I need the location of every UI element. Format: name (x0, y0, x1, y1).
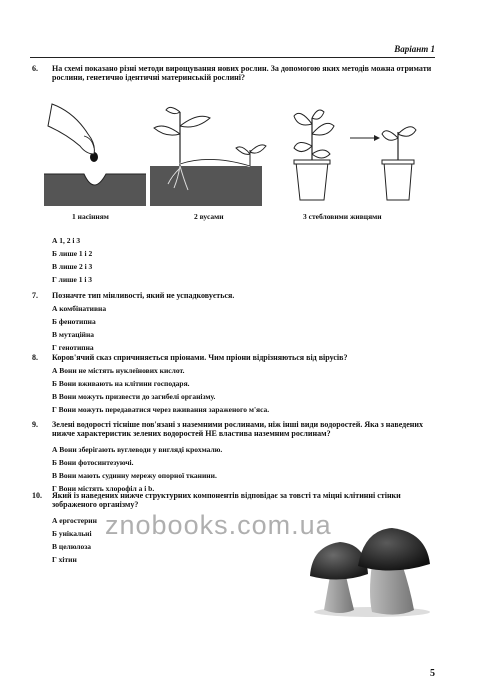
q6-option-c[interactable]: В лише 2 і 3 (52, 262, 93, 271)
q7-option-a[interactable]: А комбінативна (52, 304, 107, 313)
q8-option-b[interactable]: Б Вони вживають на клітини господаря. (52, 379, 190, 388)
q9-option-c[interactable]: В Вони мають судинну мережу опорної тканини. (52, 471, 217, 480)
q6-option-d[interactable]: Г лише 1 і 3 (52, 275, 93, 284)
watermark: znobooks.com.ua (105, 510, 332, 540)
header-rule (30, 57, 435, 58)
question-number: 10. (32, 491, 42, 500)
q10-option-b[interactable]: Б унікальні (52, 529, 92, 538)
mushroom-image (306, 528, 436, 618)
q10-option-c[interactable]: В целюлоза (52, 542, 92, 551)
q6-option-b[interactable]: Б лише 1 і 2 (52, 249, 93, 258)
caption-runners: 2 вусами (194, 212, 224, 221)
question-number: 6. (32, 64, 38, 73)
variant-label: Варіант 1 (394, 44, 435, 54)
question-8 (32, 353, 440, 362)
caption-seeds: 1 насінням (72, 212, 109, 221)
q8-option-a[interactable]: А Вони не містять нуклеїнових кислот. (52, 366, 185, 375)
question-7 (32, 291, 440, 300)
question-10 (32, 491, 440, 509)
question-text: Який із наведених нижче структурних компонентів відповідає за товсті та міцні клітинні стінки зображеного організму? (52, 491, 401, 510)
seed-sowing-illustration (44, 104, 154, 214)
question-number: 9. (32, 420, 38, 429)
q7-option-c[interactable]: В мутаційна (52, 330, 95, 339)
q6-option-a[interactable]: А 1, 2 і 3 (52, 236, 81, 245)
question-number: 7. (32, 291, 38, 300)
runners-illustration (150, 104, 270, 214)
q9-option-b[interactable]: Б Вони фотосинтезуючі. (52, 458, 134, 467)
question-text: Коров'ячий сказ спричиняється пріонами. Чим пріони відрізняються від вірусів? (52, 353, 348, 362)
question-text: Зелені водорості тісніше пов'язані з наземними рослинами, ніж інші види водоростей. Яка з наведених нижче характеристик зелених водоростей НЕ властива наземним рослинам? (52, 420, 423, 439)
question-text: Позначте тип мінливості, який не успадковується. (52, 291, 235, 300)
page-number: 5 (430, 668, 435, 679)
q8-option-c[interactable]: В Вони можуть призвести до загибелі організму. (52, 392, 216, 401)
q10-option-d[interactable]: Г хітин (52, 555, 77, 564)
q10-option-a[interactable]: А ергостерин (52, 516, 97, 525)
question-text: На схемі показано різні методи вирощування нових рослин. За допомогою яких методів можна отримати рослини, генетично ідентичні материнській рослині? (52, 64, 432, 83)
q9-option-d[interactable]: Г Вони містять хлорофіл a і b. (52, 484, 155, 493)
q9-option-a[interactable]: А Вони зберігають вуглеводи у вигляді крохмалю. (52, 445, 223, 454)
question-9 (32, 420, 440, 438)
caption-cuttings: 3 стебловими живцями (303, 212, 382, 221)
question-6 (32, 64, 440, 82)
stem-cuttings-illustration (292, 104, 422, 214)
q8-option-d[interactable]: Г Вони можуть передаватися через вживання зараженого м'яса. (52, 405, 270, 414)
q7-option-b[interactable]: Б фенотипна (52, 317, 96, 326)
question-number: 8. (32, 353, 38, 362)
q7-option-d[interactable]: Г генотипна (52, 343, 94, 352)
